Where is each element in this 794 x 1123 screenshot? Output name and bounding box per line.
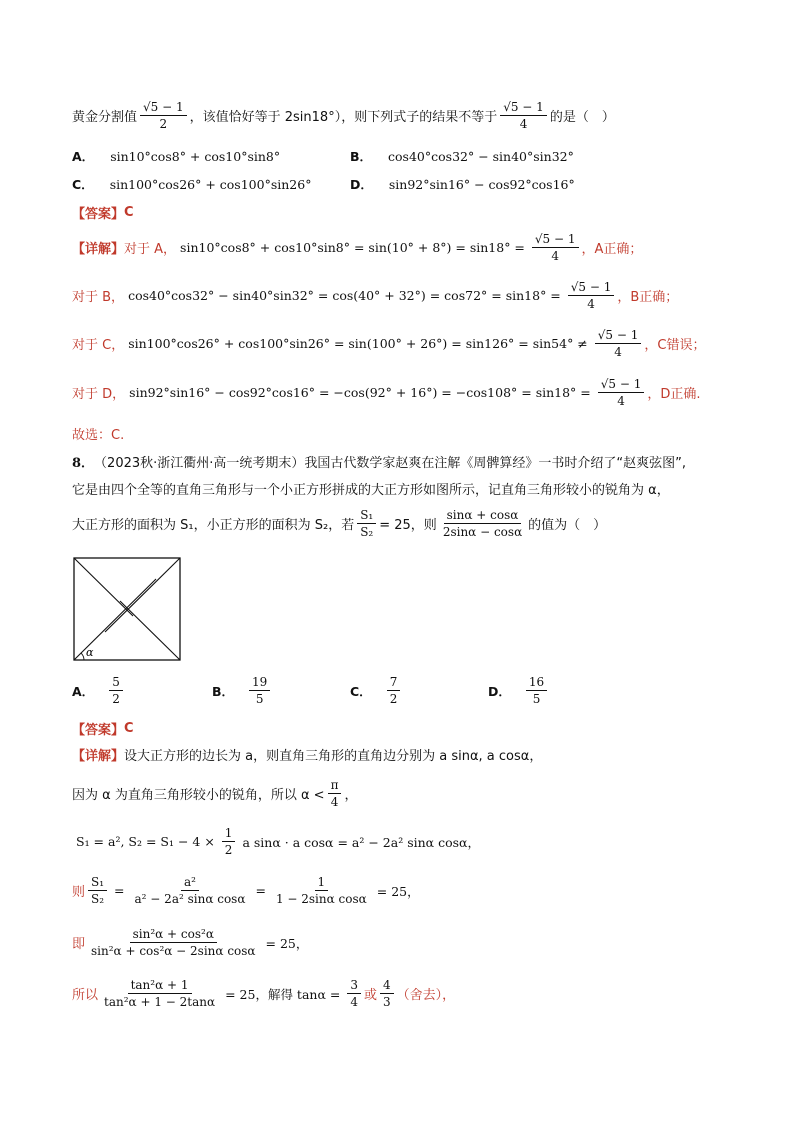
q8-answer: 【答案】 C xyxy=(72,721,134,738)
q7-option-a: A． sin10°cos8° + cos10°sin8° xyxy=(72,148,281,164)
q8-detail-6: 所以 $\frac{\text{tan²α + 1}}{\text{tan²α + 1 − 2tanα}}$ = 25，解得 tanα = $\frac{3}{4}$ 或 $\frac{4}{3}$ （舍去）， xyxy=(72,978,456,1010)
q8-detail-1: 【详解】 设大正方形的边长为 a，则直角三角形的直角边分别为 a sinα, a cosα， xyxy=(72,749,543,764)
q8-stem-line2: 它是由四个全等的直角三角形与一个小正方形拼成的大正方形如图所示，记直角三角形较小的锐角为 α， xyxy=(72,483,670,498)
q8-stem-line3: 大正方形的面积为 S₁，小正方形的面积为 S₂，若 $\frac{\text{S₁}}{\text{S₂}}$ = 25，则 $\frac{\sin\alpha + \cos\alpha}{2\sin\alpha - \cos\alpha}$ 的值为（ ） xyxy=(72,508,607,540)
q7-step-a: 【详解】 对于 A， sin10°cos8° + cos10°sin8° = sin(10° + 8°) = sin18° = $\frac{√5 - 1}{4}$ ，A 正确； xyxy=(72,232,643,264)
q7-option-d: D． sin92°sin16° − cos92°cos16° xyxy=(350,176,575,192)
q7-answer: 【答案】 C xyxy=(72,205,134,222)
q7-step-d: 对于 D， sin92°sin16° − cos92°cos16° = −cos(92° + 16°) = −cos108° = sin18° = $\frac{√5 - 1}{4}$ ，D 正确. xyxy=(72,377,701,409)
q7-conclusion: 故选：C. xyxy=(72,428,125,443)
golden-value-fraction: $\frac{√5 - 1}{4}$ xyxy=(500,100,547,132)
q7-step-c: 对于 C， sin100°cos26° + cos100°sin26° = sin(100° + 26°) = sin126° = sin54° ≠ $\frac{√5 - 1}{4}$ ，C 错误； xyxy=(72,328,706,360)
q8-detail-5: 即 $\frac{\text{sin²α + cos²α}}{\text{sin²α + cos²α − 2sinα cosα}}$ = 25， xyxy=(72,927,309,959)
q8-option-d: D． $\frac{16}{5}$ xyxy=(488,675,550,707)
q7-option-b: B． cos40°cos32° − sin40°sin32° xyxy=(350,148,574,164)
q7-option-c: C． sin100°cos26° + cos100°sin26° xyxy=(72,176,312,192)
q7-stem xyxy=(72,100,615,132)
q8-option-c: C． $\frac{7}{2}$ xyxy=(350,675,403,707)
q8-option-a: A． $\frac{5}{2}$ xyxy=(72,675,126,707)
q7-step-b: 对于 B， cos40°cos32° − sin40°sin32° = cos(40° + 32°) = cos72° = sin18° = $\frac{√5 - 1}{4}$ ，B 正确； xyxy=(72,280,679,312)
golden-ratio-fraction: $\frac{√5 - 1}{2}$ xyxy=(140,100,187,132)
q8-stem-line1: 8． （2023秋·浙江衢州·高一统考期末） 我国古代数学家赵爽在注解《周髀算经》一书时介绍了“赵爽弦图”, xyxy=(72,456,687,471)
q8-detail-4: 则 $\frac{\text{S₁}}{\text{S₂}}$ = $\frac{\text{a²}}{\text{a² − 2a² sinα cosα}}$ = $\frac{1}{\text{1 − 2sinα cosα}}$ = 25， xyxy=(72,875,420,907)
q7-mid: ，该值恰好等于 2sin18°），则下列式子的结果不等于 xyxy=(189,110,498,126)
q8-detail-3: S₁ = a², S₂ = S₁ − 4 × $\frac{1}{2}$ a sinα · a cosα = a² − 2a² sinα cosα， xyxy=(76,826,480,858)
q7-prefix: 黄金分割值 xyxy=(72,110,138,126)
q8-option-b: B． $\frac{19}{5}$ xyxy=(212,675,273,707)
q8-detail-2: 因为 α 为直角三角形较小的锐角，所以 α < $\frac{\pi}{4}$ ， xyxy=(72,778,358,810)
q7-end: 的是（ ） xyxy=(549,110,615,126)
zhao-shuang-diagram xyxy=(72,556,184,664)
alpha-label: α xyxy=(86,646,94,659)
